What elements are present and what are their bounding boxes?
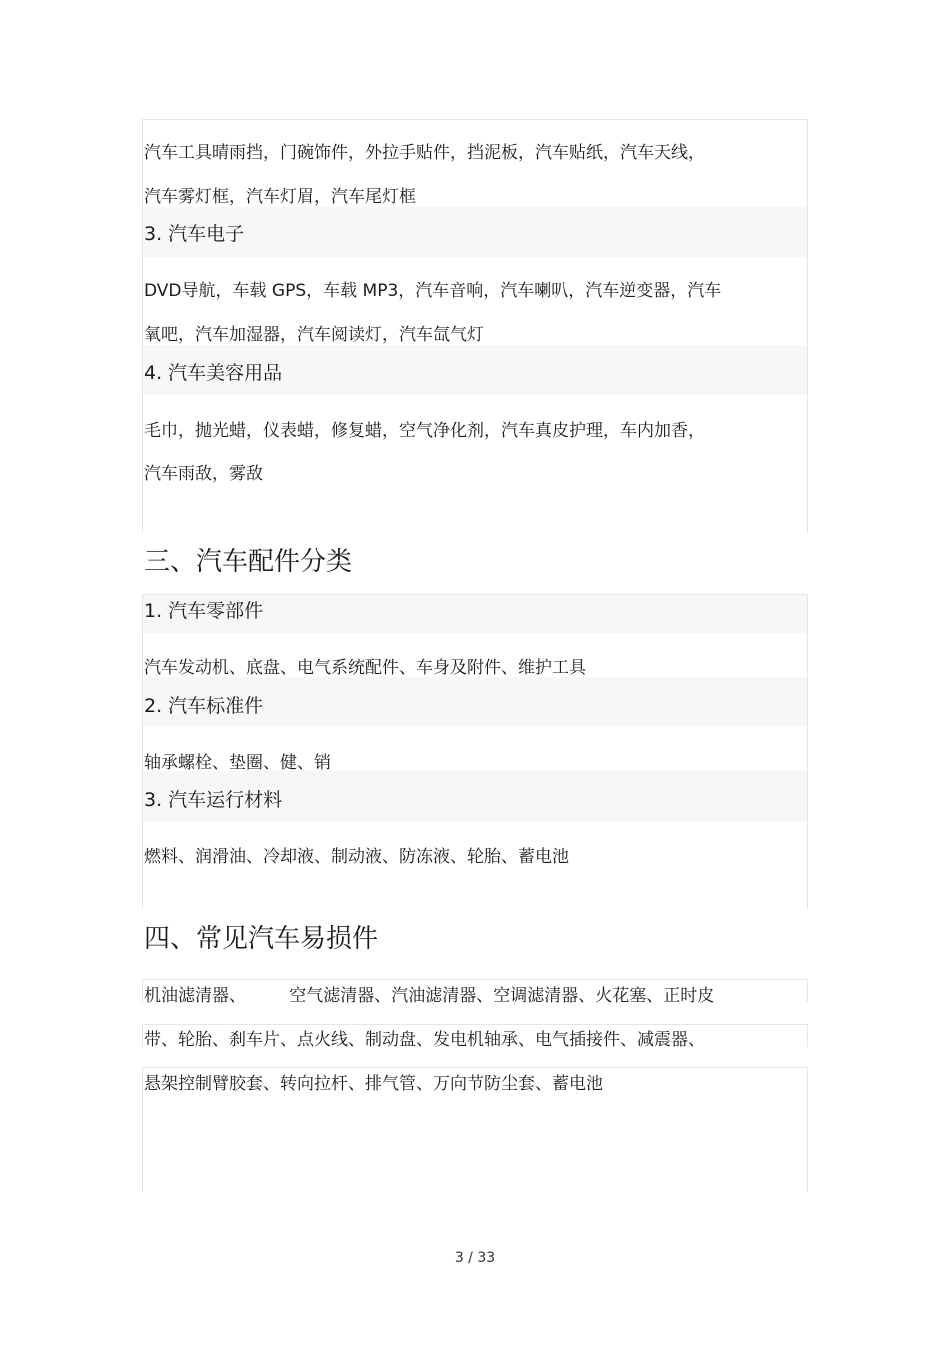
parts-heading: 三、汽车配件分类 xyxy=(144,547,353,577)
parts-item-2-title: 2. 汽车标准件 xyxy=(144,695,264,717)
electronics-title: 3. 汽车电子 xyxy=(144,223,245,245)
beauty-line-2: 汽车雨敌，雾敌 xyxy=(144,464,263,484)
wear-heading: 四、常见汽车易损件 xyxy=(144,924,379,954)
beauty-line-1: 毛巾，抛光蜡，仪表蜡，修复蜡，空气净化剂，汽车真皮护理，车内加香， xyxy=(144,421,705,441)
wear-line-2: 带、轮胎、刹车片、点火线、制动盘、发电机轴承、电气插接件、减震器、 xyxy=(144,1030,705,1050)
parts-item-1-title: 1. 汽车零部件 xyxy=(144,600,264,622)
parts-item-1-text: 汽车发动机、底盘、电气系统配件、车身及附件、维护工具 xyxy=(144,658,586,678)
beauty-title: 4. 汽车美容用品 xyxy=(144,362,283,384)
electronics-line-2: 氧吧，汽车加湿器，汽车阅读灯，汽车氙气灯 xyxy=(144,325,484,345)
parts-item-3-text: 燃料、润滑油、冷却液、制动液、防冻液、轮胎、蓄电池 xyxy=(144,847,569,867)
decor-line-1: 汽车工具晴雨挡，门碗饰件，外拉手贴件，挡泥板，汽车贴纸，汽车天线， xyxy=(144,143,705,163)
parts-item-2-text: 轴承螺栓、垫圈、健、销 xyxy=(144,753,331,773)
decor-line-2: 汽车雾灯框，汽车灯眉，汽车尾灯框 xyxy=(144,187,416,207)
wear-line-1: 机油滤清器、 空气滤清器、汽油滤清器、空调滤清器、火花塞、正时皮 xyxy=(144,986,715,1006)
parts-item-3-title: 3. 汽车运行材料 xyxy=(144,789,283,811)
electronics-line-1: DVD导航，车载 GPS，车载 MP3，汽车音响，汽车喇叭，汽车逆变器，汽车 xyxy=(144,281,722,301)
wear-line-3: 悬架控制臂胶套、转向拉杆、排气管、万向节防尘套、蓄电池 xyxy=(144,1074,603,1094)
page-number: 3 / 33 xyxy=(454,1250,496,1266)
